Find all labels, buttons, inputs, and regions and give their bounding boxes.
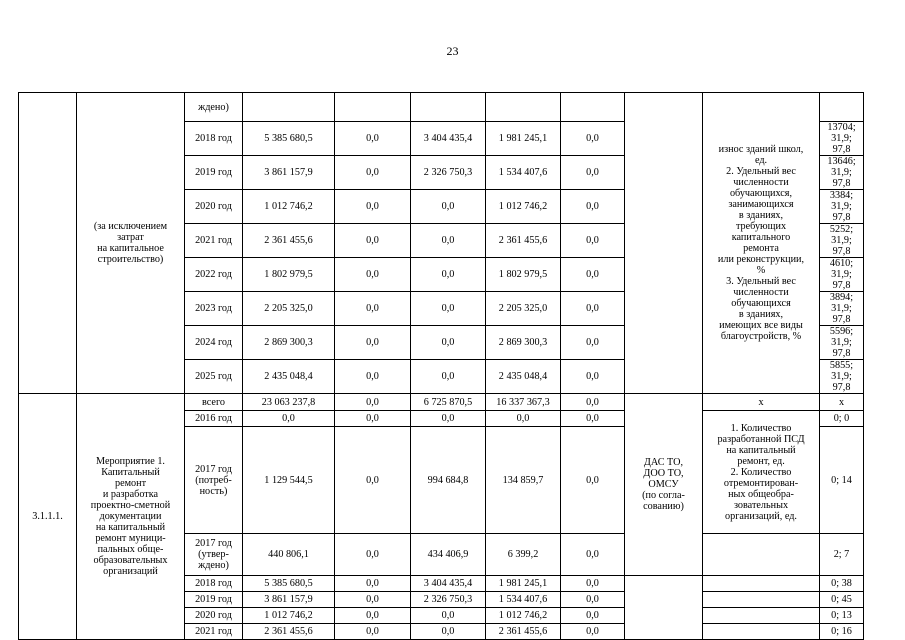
period-cell: 2018 год (185, 122, 243, 156)
period-cell: 2025 год (185, 360, 243, 394)
amount-cell (335, 93, 411, 122)
amount-cell: 5 385 680,5 (243, 576, 335, 592)
amount-cell: 0,0 (335, 427, 411, 534)
period-cell: 2024 год (185, 326, 243, 360)
amount-cell: 1 981 245,1 (486, 576, 561, 592)
executor-cell-empty (625, 93, 703, 394)
page-number: 23 (446, 44, 459, 58)
amount-cell: 2 326 750,3 (411, 592, 486, 608)
amount-cell: 3 861 157,9 (243, 592, 335, 608)
amount-cell: 134 859,7 (486, 427, 561, 534)
amount-cell: 0,0 (335, 592, 411, 608)
amount-cell: 2 869 300,3 (243, 326, 335, 360)
amount-cell: 1 802 979,5 (486, 258, 561, 292)
amount-cell: 440 806,1 (243, 534, 335, 576)
amount-cell: 6 399,2 (486, 534, 561, 576)
table-row (19, 93, 864, 122)
amount-cell: 0,0 (561, 292, 625, 326)
amount-cell: 0,0 (561, 624, 625, 640)
target-cell: 0; 45 (820, 592, 864, 608)
amount-cell: 0,0 (335, 190, 411, 224)
amount-cell: 2 435 048,4 (486, 360, 561, 394)
amount-cell: 0,0 (243, 411, 335, 427)
amount-cell: 1 802 979,5 (243, 258, 335, 292)
amount-cell: 0,0 (335, 411, 411, 427)
amount-cell: 994 684,8 (411, 427, 486, 534)
amount-cell: 0,0 (411, 190, 486, 224)
target-cell (820, 93, 864, 122)
amount-cell: 0,0 (561, 394, 625, 411)
amount-cell: 1 129 544,5 (243, 427, 335, 534)
executor-cell-empty (625, 576, 703, 640)
indicator-cell-empty (703, 534, 820, 576)
amount-cell (243, 93, 335, 122)
amount-cell: 2 435 048,4 (243, 360, 335, 394)
amount-cell: 3 861 157,9 (243, 156, 335, 190)
target-cell: 13646; 31,9; 97,8 (820, 156, 864, 190)
period-cell: 2017 год (утвер- ждено) (185, 534, 243, 576)
amount-cell: 0,0 (561, 411, 625, 427)
amount-cell: 0,0 (411, 292, 486, 326)
amount-cell (411, 93, 486, 122)
amount-cell: 2 361 455,6 (486, 224, 561, 258)
amount-cell: 0,0 (411, 411, 486, 427)
amount-cell: 0,0 (335, 258, 411, 292)
target-cell: 5596; 31,9; 97,8 (820, 326, 864, 360)
target-cell: 13704; 31,9; 97,8 (820, 122, 864, 156)
period-cell: 2019 год (185, 592, 243, 608)
amount-cell: 0,0 (561, 258, 625, 292)
amount-cell: 0,0 (561, 427, 625, 534)
target-cell: 0; 13 (820, 608, 864, 624)
amount-cell: 1 012 746,2 (243, 608, 335, 624)
amount-cell: 0,0 (411, 608, 486, 624)
target-cell: 0; 14 (820, 427, 864, 534)
amount-cell: 0,0 (561, 156, 625, 190)
target-cell: 4610; 31,9; 97,8 (820, 258, 864, 292)
indicator-cell-empty (703, 592, 820, 608)
amount-cell: 0,0 (561, 534, 625, 576)
amount-cell: 0,0 (335, 360, 411, 394)
amount-cell: 1 534 407,6 (486, 156, 561, 190)
amount-cell: 2 869 300,3 (486, 326, 561, 360)
amount-cell: 0,0 (335, 156, 411, 190)
period-cell: 2020 год (185, 190, 243, 224)
amount-cell: 0,0 (561, 360, 625, 394)
amount-cell: 0,0 (561, 608, 625, 624)
indicator-text: 1. Количество разработанной ПСД на капитальный ремонт, ед. 2. Количество отремонтирован- ных общеобра- зовательных организаций, ед. (703, 411, 820, 534)
target-cell: 0; 16 (820, 624, 864, 640)
amount-cell (486, 93, 561, 122)
period-cell: 2022 год (185, 258, 243, 292)
amount-cell: 0,0 (335, 624, 411, 640)
amount-cell: 0,0 (561, 592, 625, 608)
amount-cell: 0,0 (335, 122, 411, 156)
amount-cell: 0,0 (561, 122, 625, 156)
indicator-cell-empty (703, 624, 820, 640)
indicator-cell-empty (703, 608, 820, 624)
amount-cell: 0,0 (335, 224, 411, 258)
amount-cell: 3 404 435,4 (411, 122, 486, 156)
period-cell: 2017 год (потреб- ность) (185, 427, 243, 534)
period-cell: 2021 год (185, 624, 243, 640)
amount-cell: 0,0 (411, 224, 486, 258)
amount-cell: 2 205 325,0 (243, 292, 335, 326)
amount-cell: 0,0 (411, 360, 486, 394)
amount-cell: 2 361 455,6 (243, 624, 335, 640)
amount-cell: 0,0 (335, 608, 411, 624)
amount-cell: 1 534 407,6 (486, 592, 561, 608)
code-cell-empty (19, 93, 77, 394)
amount-cell: 1 012 746,2 (486, 190, 561, 224)
amount-cell: 1 012 746,2 (243, 190, 335, 224)
period-cell: всего (185, 394, 243, 411)
amount-cell: 0,0 (335, 394, 411, 411)
amount-cell: 0,0 (411, 624, 486, 640)
amount-cell: 1 981 245,1 (486, 122, 561, 156)
amount-cell: 2 205 325,0 (486, 292, 561, 326)
amount-cell: 0,0 (335, 576, 411, 592)
amount-cell: 0,0 (335, 534, 411, 576)
amount-cell: 5 385 680,5 (243, 122, 335, 156)
measure-code: 3.1.1.1. (19, 394, 77, 640)
target-cell: 3384; 31,9; 97,8 (820, 190, 864, 224)
amount-cell: 0,0 (486, 411, 561, 427)
executor-cell: ДАС ТО, ДОО ТО, ОМСУ (по согла- сованию) (625, 394, 703, 576)
target-total-cell: х (820, 394, 864, 411)
amount-cell: 0,0 (561, 190, 625, 224)
amount-cell: 0,0 (561, 576, 625, 592)
amount-cell: 16 337 367,3 (486, 394, 561, 411)
amount-cell: 2 361 455,6 (243, 224, 335, 258)
amount-cell: 0,0 (561, 326, 625, 360)
amount-cell: 0,0 (335, 326, 411, 360)
period-cell: 2021 год (185, 224, 243, 258)
period-cell: 2016 год (185, 411, 243, 427)
target-cell: 0; 0 (820, 411, 864, 427)
table-row (19, 394, 864, 411)
period-cell: 2023 год (185, 292, 243, 326)
measure-title-continuation: (за исключением затрат на капитальное строительство) (77, 93, 185, 394)
indicator-total-cell: х (703, 394, 820, 411)
target-cell: 3894; 31,9; 97,8 (820, 292, 864, 326)
amount-cell: 3 404 435,4 (411, 576, 486, 592)
amount-cell: 6 725 870,5 (411, 394, 486, 411)
target-cell: 5855; 31,9; 97,8 (820, 360, 864, 394)
amount-cell: 434 406,9 (411, 534, 486, 576)
amount-cell: 2 361 455,6 (486, 624, 561, 640)
amount-cell (561, 93, 625, 122)
amount-cell: 2 326 750,3 (411, 156, 486, 190)
indicator-text: износ зданий школ, ед. 2. Удельный вес численности обучающихся, занимающихся в зданиях, требующих капитального ремонта или реконструкции, % 3. Удельный вес численности обучающихся в зданиях, имеющих все виды благоустройств, % (703, 93, 820, 394)
program-table (18, 92, 864, 640)
indicator-cell-empty (703, 576, 820, 592)
period-cell: 2019 год (185, 156, 243, 190)
measure-title: Мероприятие 1. Капитальный ремонт и разработка проектно-сметной документации на капитальный ремонт муници- пальных обще- образовательных организаций (77, 394, 185, 640)
amount-cell: 1 012 746,2 (486, 608, 561, 624)
period-cell: ждено) (185, 93, 243, 122)
target-cell: 2; 7 (820, 534, 864, 576)
period-cell: 2018 год (185, 576, 243, 592)
target-cell: 0; 38 (820, 576, 864, 592)
amount-cell: 0,0 (411, 258, 486, 292)
amount-cell: 0,0 (561, 224, 625, 258)
amount-cell: 23 063 237,8 (243, 394, 335, 411)
amount-cell: 0,0 (411, 326, 486, 360)
amount-cell: 0,0 (335, 292, 411, 326)
target-cell: 5252; 31,9; 97,8 (820, 224, 864, 258)
period-cell: 2020 год (185, 608, 243, 624)
